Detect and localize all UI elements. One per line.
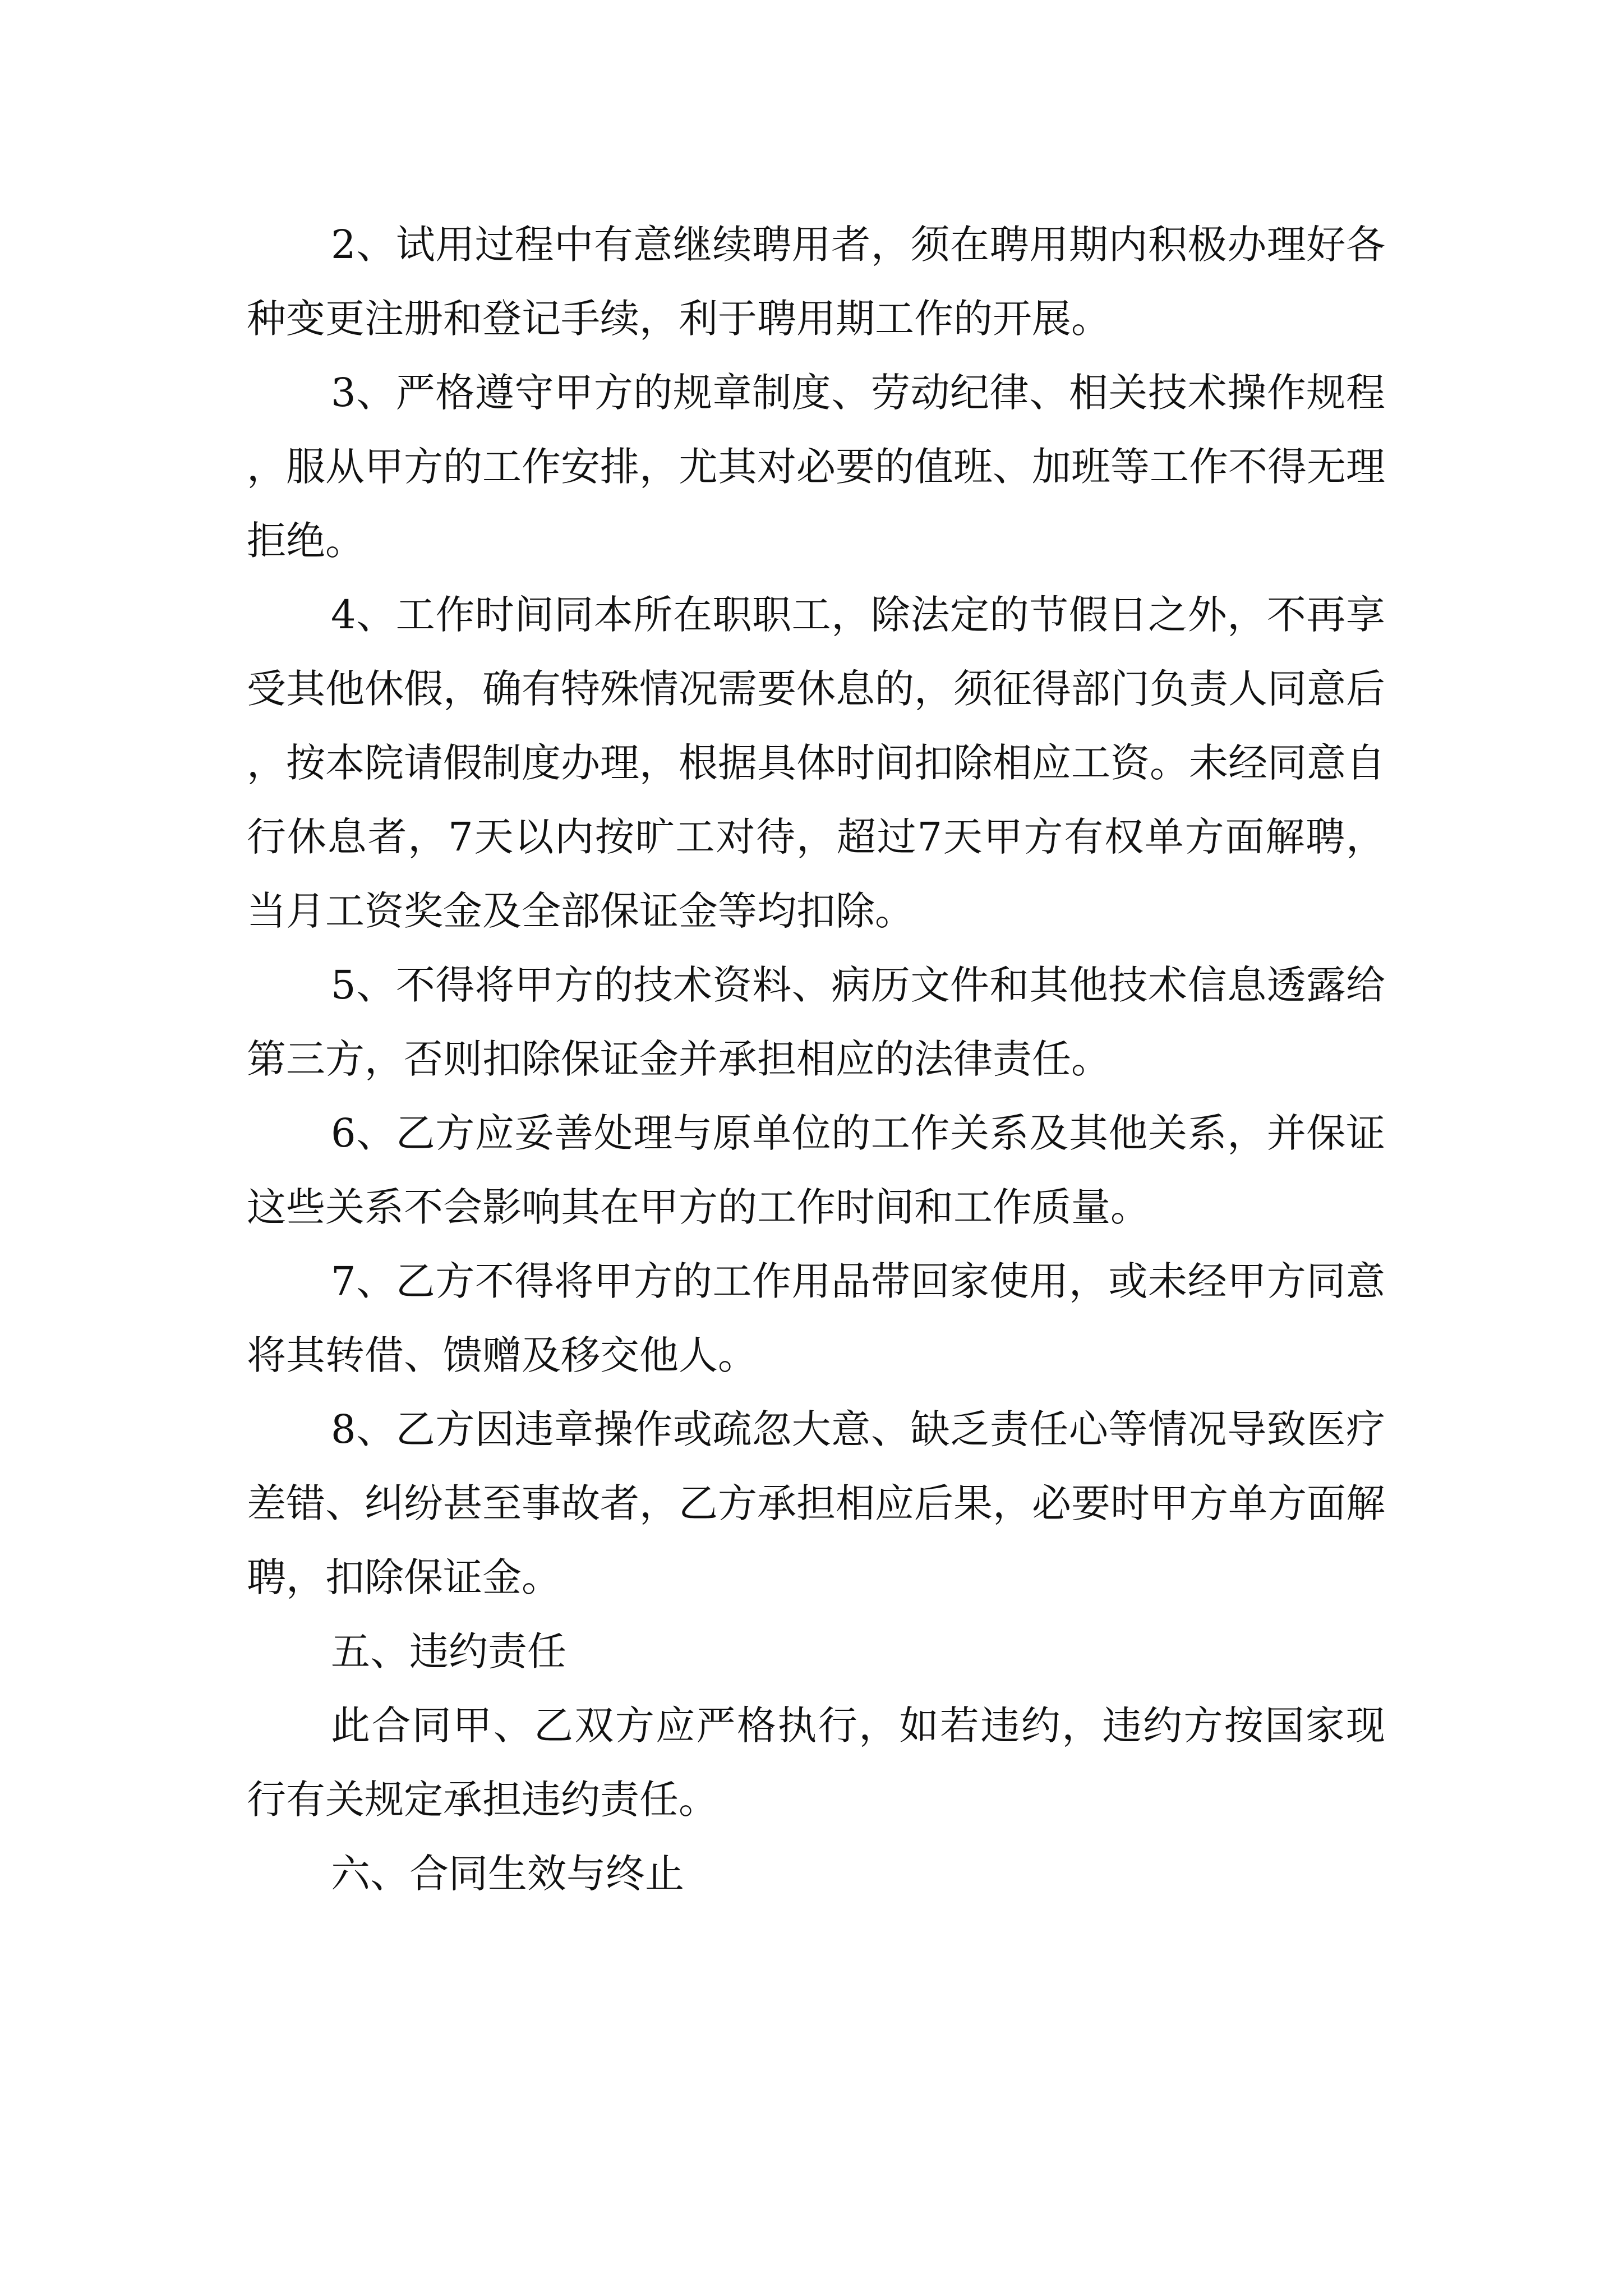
clause-3-paragraph: 3、严格遵守甲方的规章制度、劳动纪律、相关技术操作规程，服从甲方的工作安排，尤其对必要的值班、加班等工作不得无理拒绝。 [247,370,1385,564]
clause-4-paragraph: 4、工作时间同本所在职职工，除法定的节假日之外，不再享受其他休假，确有特殊情况需要休息的，须征得部门负责人同意后，按本院请假制度办理，根据具体时间扣除相应工资。未经同意自行休息者，7天以内按旷工对待，超过7天甲方有权单方面解聘，当月工资奖金及全部保证金等均扣除。 [247,592,1385,934]
clause-6-paragraph: 6、乙方应妥善处理与原单位的工作关系及其他关系，并保证这些关系不会影响其在甲方的工作时间和工作质量。 [247,1110,1385,1230]
clause-8-paragraph: 8、乙方因违章操作或疏忽大意、缺乏责任心等情况导致医疗差错、纠纷甚至事故者，乙方承担相应后果，必要时甲方单方面解聘，扣除保证金。 [247,1406,1385,1600]
breach-liability-paragraph: 此合同甲、乙双方应严格执行，如若违约，违约方按国家现行有关规定承担违约责任。 [247,1703,1385,1823]
clause-2-paragraph: 2、试用过程中有意继续聘用者，须在聘用期内积极办理好各种变更注册和登记手续，利于聘用期工作的开展。 [247,222,1385,342]
clause-7-paragraph: 7、乙方不得将甲方的工作用品带回家使用，或未经甲方同意将其转借、馈赠及移交他人。 [247,1258,1385,1378]
document-body [247,208,1385,1911]
section-6-heading: 六、合同生效与终止 [331,1851,684,1897]
section-5-heading: 五、违约责任 [331,1628,566,1674]
clause-5-paragraph: 5、不得将甲方的技术资料、病历文件和其他技术信息透露给第三方，否则扣除保证金并承担相应的法律责任。 [247,962,1385,1082]
